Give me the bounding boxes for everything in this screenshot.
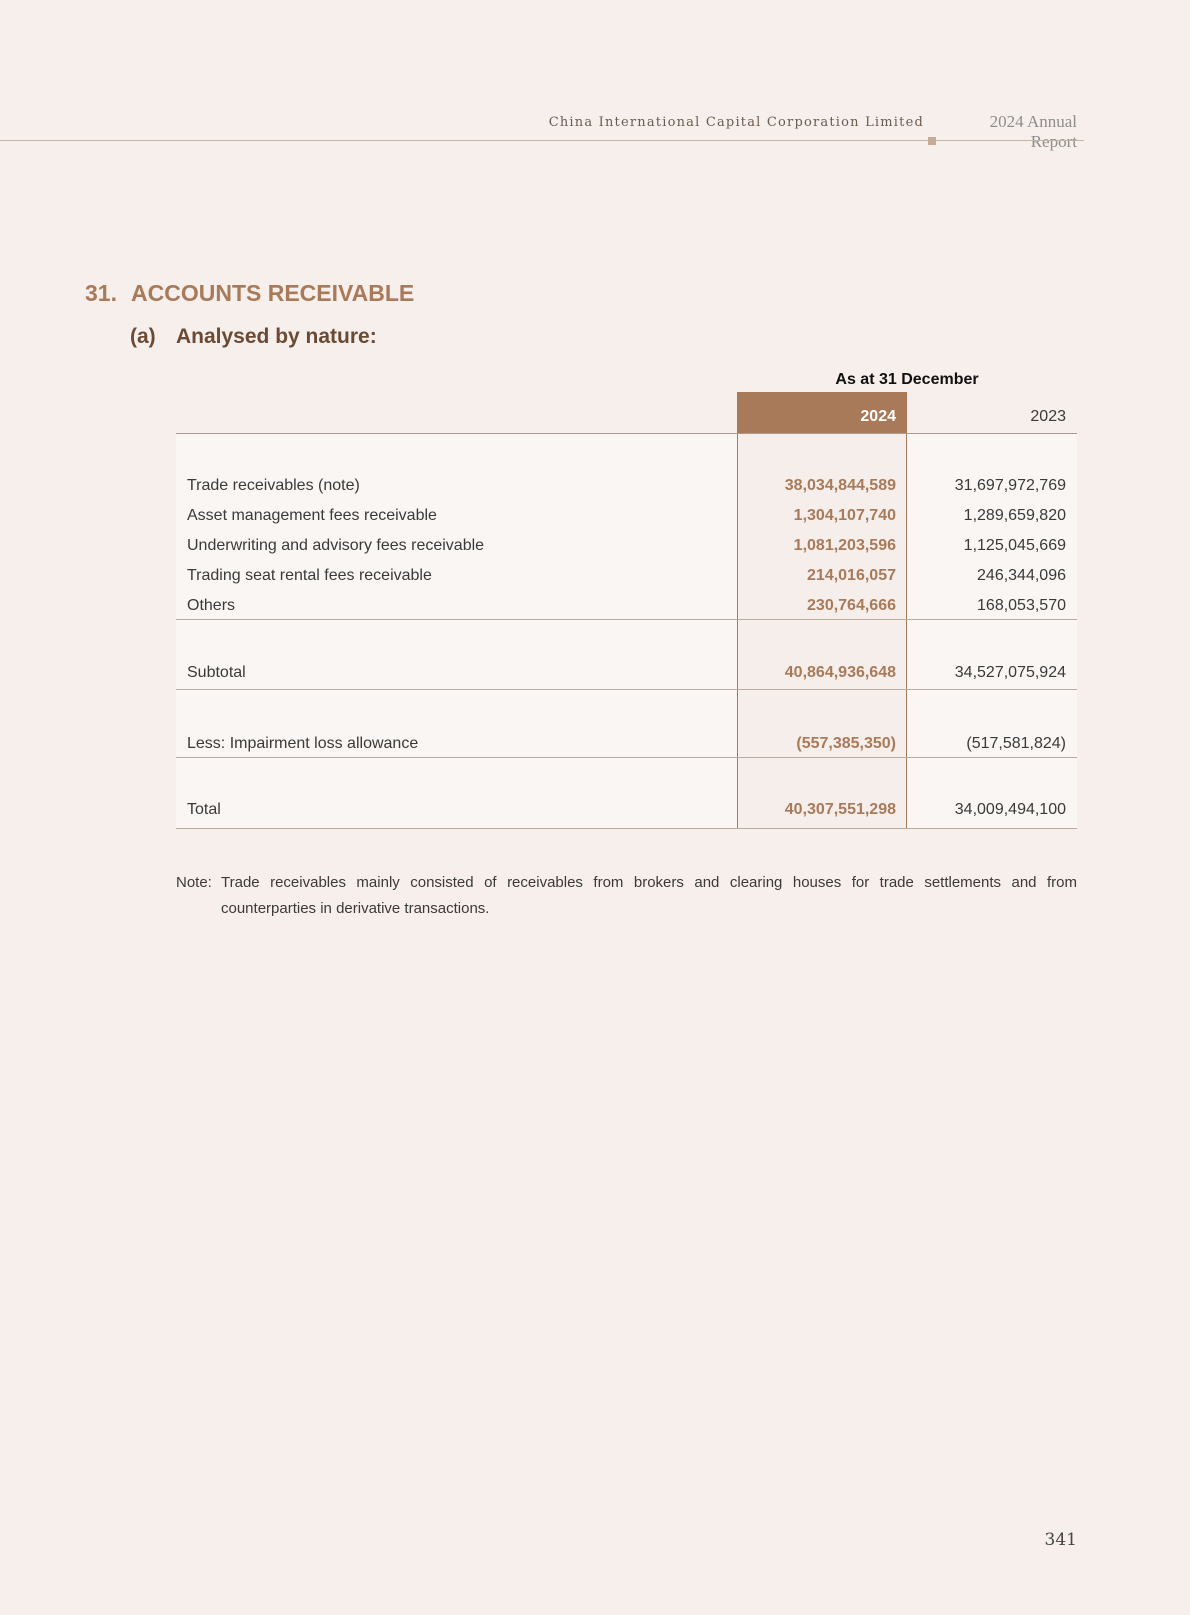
table-row (176, 507, 1077, 529)
value-2024: 40,307,551,298 (784, 801, 896, 818)
header-rule (176, 433, 1077, 434)
table-group-header: As at 31 December (835, 371, 979, 388)
column-header-2023: 2023 (1030, 408, 1066, 425)
value-2023: (517,581,824) (966, 735, 1066, 752)
subsection-heading: Analysed by nature: (176, 325, 377, 348)
table-bottom-rule (176, 828, 1077, 829)
page-number: 341 (1044, 1530, 1077, 1550)
table-row (176, 537, 1077, 559)
total-row (176, 801, 1077, 823)
row-label: Trade receivables (note) (187, 477, 360, 494)
row-label: Trading seat rental fees receivable (187, 567, 432, 584)
note-text: Trade receivables mainly consisted of receivables from brokers and clearing houses for trade settlements and from counterparties in derivative transactions. (221, 874, 1077, 917)
row-label: Total (187, 801, 221, 818)
table-row (176, 567, 1077, 589)
row-label: Subtotal (187, 664, 246, 681)
value-2023: 1,289,659,820 (963, 507, 1066, 524)
value-2024: 214,016,057 (807, 567, 896, 584)
table-note (176, 870, 1077, 922)
row-label: Less: Impairment loss allowance (187, 735, 419, 752)
subtotal-row (176, 664, 1077, 686)
note-label: Note: (176, 874, 212, 891)
section-title (85, 280, 414, 307)
value-2023: 246,344,096 (977, 567, 1066, 584)
table-row (176, 477, 1077, 499)
table-row (176, 597, 1077, 619)
subsection-title (130, 325, 377, 349)
section-heading: ACCOUNTS RECEIVABLE (131, 280, 415, 306)
row-divider (176, 619, 1077, 620)
value-2023: 34,009,494,100 (954, 801, 1066, 818)
header-company-name: China International Capital Corporation Limited (548, 115, 924, 130)
impairment-row (176, 735, 1077, 757)
row-label: Underwriting and advisory fees receivable (187, 537, 485, 554)
value-2024: (557,385,350) (796, 735, 896, 752)
header-marker (928, 137, 936, 145)
subsection-label: (a) (130, 325, 156, 348)
header-report-title: 2024 Annual Report (989, 112, 1077, 151)
value-2024: 1,081,203,596 (793, 537, 896, 554)
row-label: Asset management fees receivable (187, 507, 437, 524)
value-2023: 34,527,075,924 (954, 664, 1066, 681)
value-2023: 31,697,972,769 (954, 477, 1066, 494)
column-header-2024: 2024 (737, 392, 907, 433)
value-2023: 168,053,570 (977, 597, 1066, 614)
header-divider (0, 140, 1084, 141)
value-2024: 1,304,107,740 (793, 507, 896, 524)
section-number: 31. (85, 280, 117, 306)
value-2024: 38,034,844,589 (784, 477, 896, 494)
value-2024: 40,864,936,648 (784, 664, 896, 681)
value-2023: 1,125,045,669 (963, 537, 1066, 554)
value-2024: 230,764,666 (807, 597, 896, 614)
row-divider (176, 689, 1077, 690)
row-label: Others (187, 597, 236, 614)
row-divider (176, 757, 1077, 758)
